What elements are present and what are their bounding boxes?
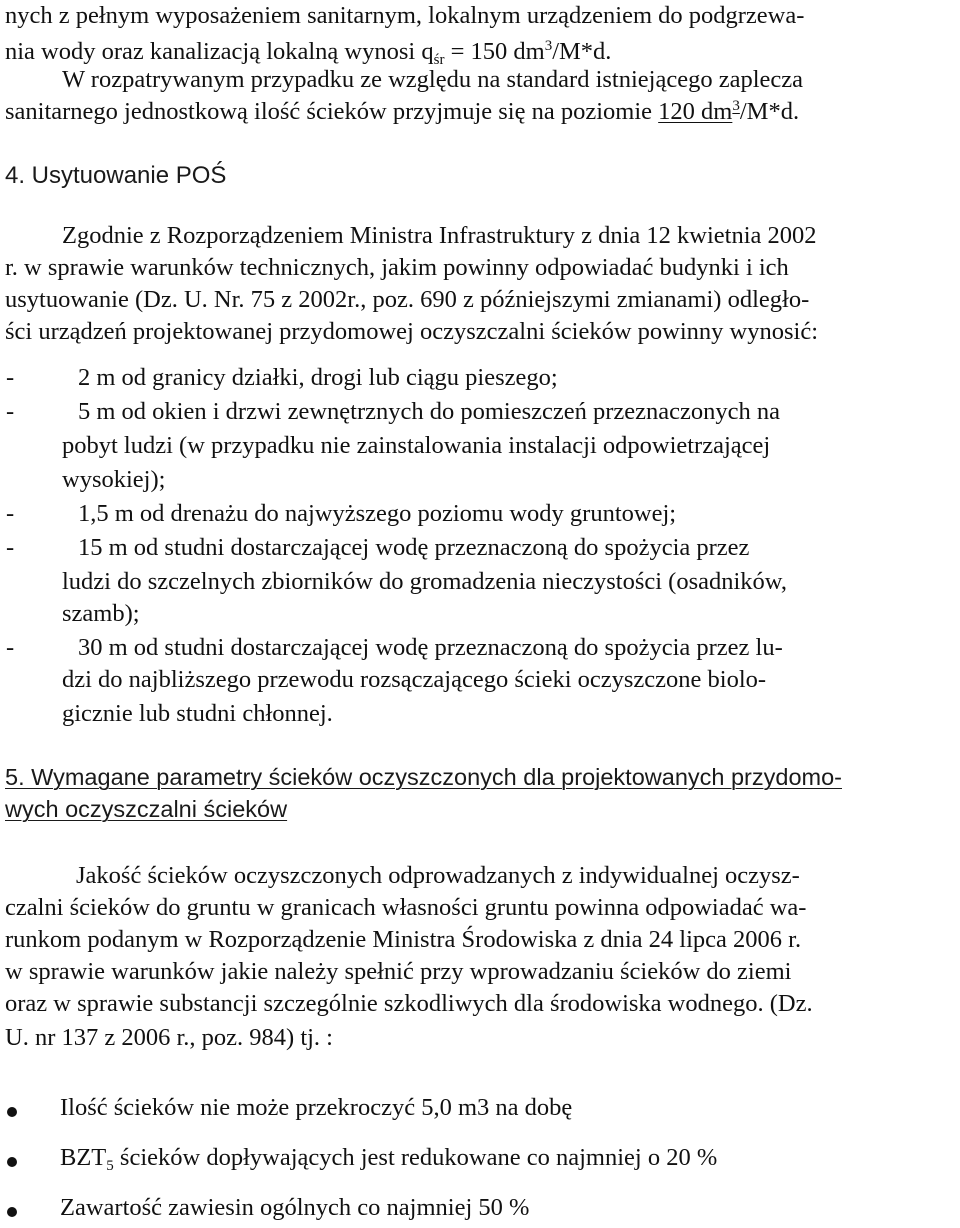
dash-marker: -	[6, 398, 15, 425]
heading-text: wych oczyszczalni ścieków	[5, 796, 288, 822]
text: BZT	[60, 1144, 107, 1171]
text: 1,5 m od drenażu do najwyższego poziomu wody gruntowej;	[78, 500, 677, 527]
text: runkom podanym w Rozporządzenie Ministra Środowiska z dnia 24 lipca 2006 r.	[5, 926, 802, 953]
text: gicznie lub studni chłonnej.	[62, 700, 333, 727]
text: = 150 dm	[444, 38, 545, 65]
superscript: 3	[544, 38, 553, 54]
text: szamb);	[62, 600, 140, 627]
superscript: 3	[732, 98, 740, 114]
intro-line-3	[62, 66, 954, 94]
s4-para-line-4	[5, 318, 954, 346]
text: w sprawie warunków jakie należy spełnić przy wprowadzaniu ścieków do ziemi	[5, 958, 792, 985]
s5-para-line-4	[5, 958, 954, 986]
s4-para-line-1	[62, 222, 954, 250]
section-5-heading-line-2	[5, 796, 287, 823]
list-item-5m-line-3	[62, 466, 165, 494]
list-item-30m-line-2	[62, 666, 954, 694]
s4-para-line-2	[5, 254, 954, 282]
subscript: 5	[106, 1158, 114, 1174]
intro-line-4	[5, 98, 799, 126]
bullet-icon	[7, 1107, 17, 1117]
s5-para-line-1	[76, 862, 954, 890]
s5-para-line-3	[5, 926, 954, 954]
text: /M*d.	[552, 38, 612, 65]
bullet-text	[60, 1144, 717, 1172]
bullet-icon	[7, 1207, 17, 1217]
dash-marker: -	[6, 534, 15, 561]
s5-para-line-5	[5, 990, 954, 1018]
text: 15 m od studni dostarczającej wodę przeznaczoną do spożycia przez	[78, 534, 750, 561]
text: 30 m od studni dostarczającej wodę przeznaczoną do spożycia przez lu-	[78, 634, 783, 661]
heading-text: 5. Wymagane parametry ścieków oczyszczonych dla projektowanych przydomo-	[5, 764, 842, 790]
text: Jakość ścieków oczyszczonych odprowadzanych z indywidualnej oczysz-	[76, 862, 800, 889]
text: czalni ścieków do gruntu w granicach własności gruntu powinna odpowiadać wa-	[5, 894, 807, 921]
list-item-5m-line-2	[62, 432, 954, 460]
text: sanitarnego jednostkową ilość ścieków przyjmuje się na poziomie	[5, 98, 659, 125]
text: nych z pełnym wyposażeniem sanitarnym, lokalnym urządzeniem do podgrzewa-	[5, 2, 805, 29]
text: ludzi do szczelnych zbiorników do gromadzenia nieczystości (osadników,	[62, 568, 788, 595]
intro-line-1	[5, 2, 954, 30]
list-item-15m-line-3	[62, 600, 140, 628]
text: U. nr 137 z 2006 r., poz. 984) tj. :	[5, 1024, 333, 1051]
text: ści urządzeń projektowanej przydomowej oczyszczalni ścieków powinny wynosić:	[5, 318, 818, 345]
underlined-text: 120 dm	[658, 98, 733, 125]
s5-para-line-2	[5, 894, 954, 922]
list-item-30m-line-3	[62, 700, 333, 728]
dash-marker: -	[6, 634, 15, 661]
list-item-15m-line-1	[78, 534, 954, 562]
list-item-30m-line-1	[78, 634, 954, 662]
text: Zgodnie z Rozporządzeniem Ministra Infrastruktury z dnia 12 kwietnia 2002	[62, 222, 817, 249]
dash-marker: -	[6, 500, 15, 527]
text: pobyt ludzi (w przypadku nie zainstalowania instalacji odpowietrzającej	[62, 432, 771, 459]
text: Ilość ścieków nie może przekroczyć 5,0 m3 na dobę	[60, 1094, 573, 1121]
text: 2 m od granicy działki, drogi lub ciągu pieszego;	[78, 364, 558, 391]
intro-line-2	[5, 38, 611, 66]
dash-marker: -	[6, 364, 15, 391]
text: Zawartość zawiesin ogólnych co najmniej 50 %	[60, 1194, 530, 1221]
bullet-icon	[7, 1157, 17, 1167]
subscript: śr	[433, 52, 445, 68]
s5-para-line-6	[5, 1024, 333, 1052]
s4-para-line-3	[5, 286, 954, 314]
text: usytuowanie (Dz. U. Nr. 75 z 2002r., poz. 690 z późniejszymi zmianami) odległo-	[5, 286, 810, 313]
section-5-heading-line-1	[5, 764, 954, 791]
text: W rozpatrywanym przypadku ze względu na standard istniejącego zaplecza	[62, 66, 804, 93]
list-item-15m-line-2	[62, 568, 954, 596]
section-4-heading	[5, 162, 226, 190]
text: /M*d.	[739, 98, 800, 125]
text: oraz w sprawie substancji szczególnie szkodliwych dla środowiska wodnego. (Dz.	[5, 990, 813, 1017]
text: wysokiej);	[62, 466, 166, 493]
text: nia wody oraz kanalizacją lokalną wynosi q	[5, 38, 434, 65]
heading-text: 4. Usytuowanie POŚ	[5, 162, 227, 189]
text: r. w sprawie warunków technicznych, jakim powinny odpowiadać budynki i ich	[5, 254, 789, 281]
text: ścieków dopływających jest redukowane co najmniej o 20 %	[113, 1144, 718, 1171]
text: 5 m od okien i drzwi zewnętrznych do pomieszczeń przeznaczonych na	[78, 398, 781, 425]
list-item-5m-line-1	[78, 398, 954, 426]
text: dzi do najbliższego przewodu rozsączającego ścieki oczyszczone biolo-	[62, 666, 767, 693]
